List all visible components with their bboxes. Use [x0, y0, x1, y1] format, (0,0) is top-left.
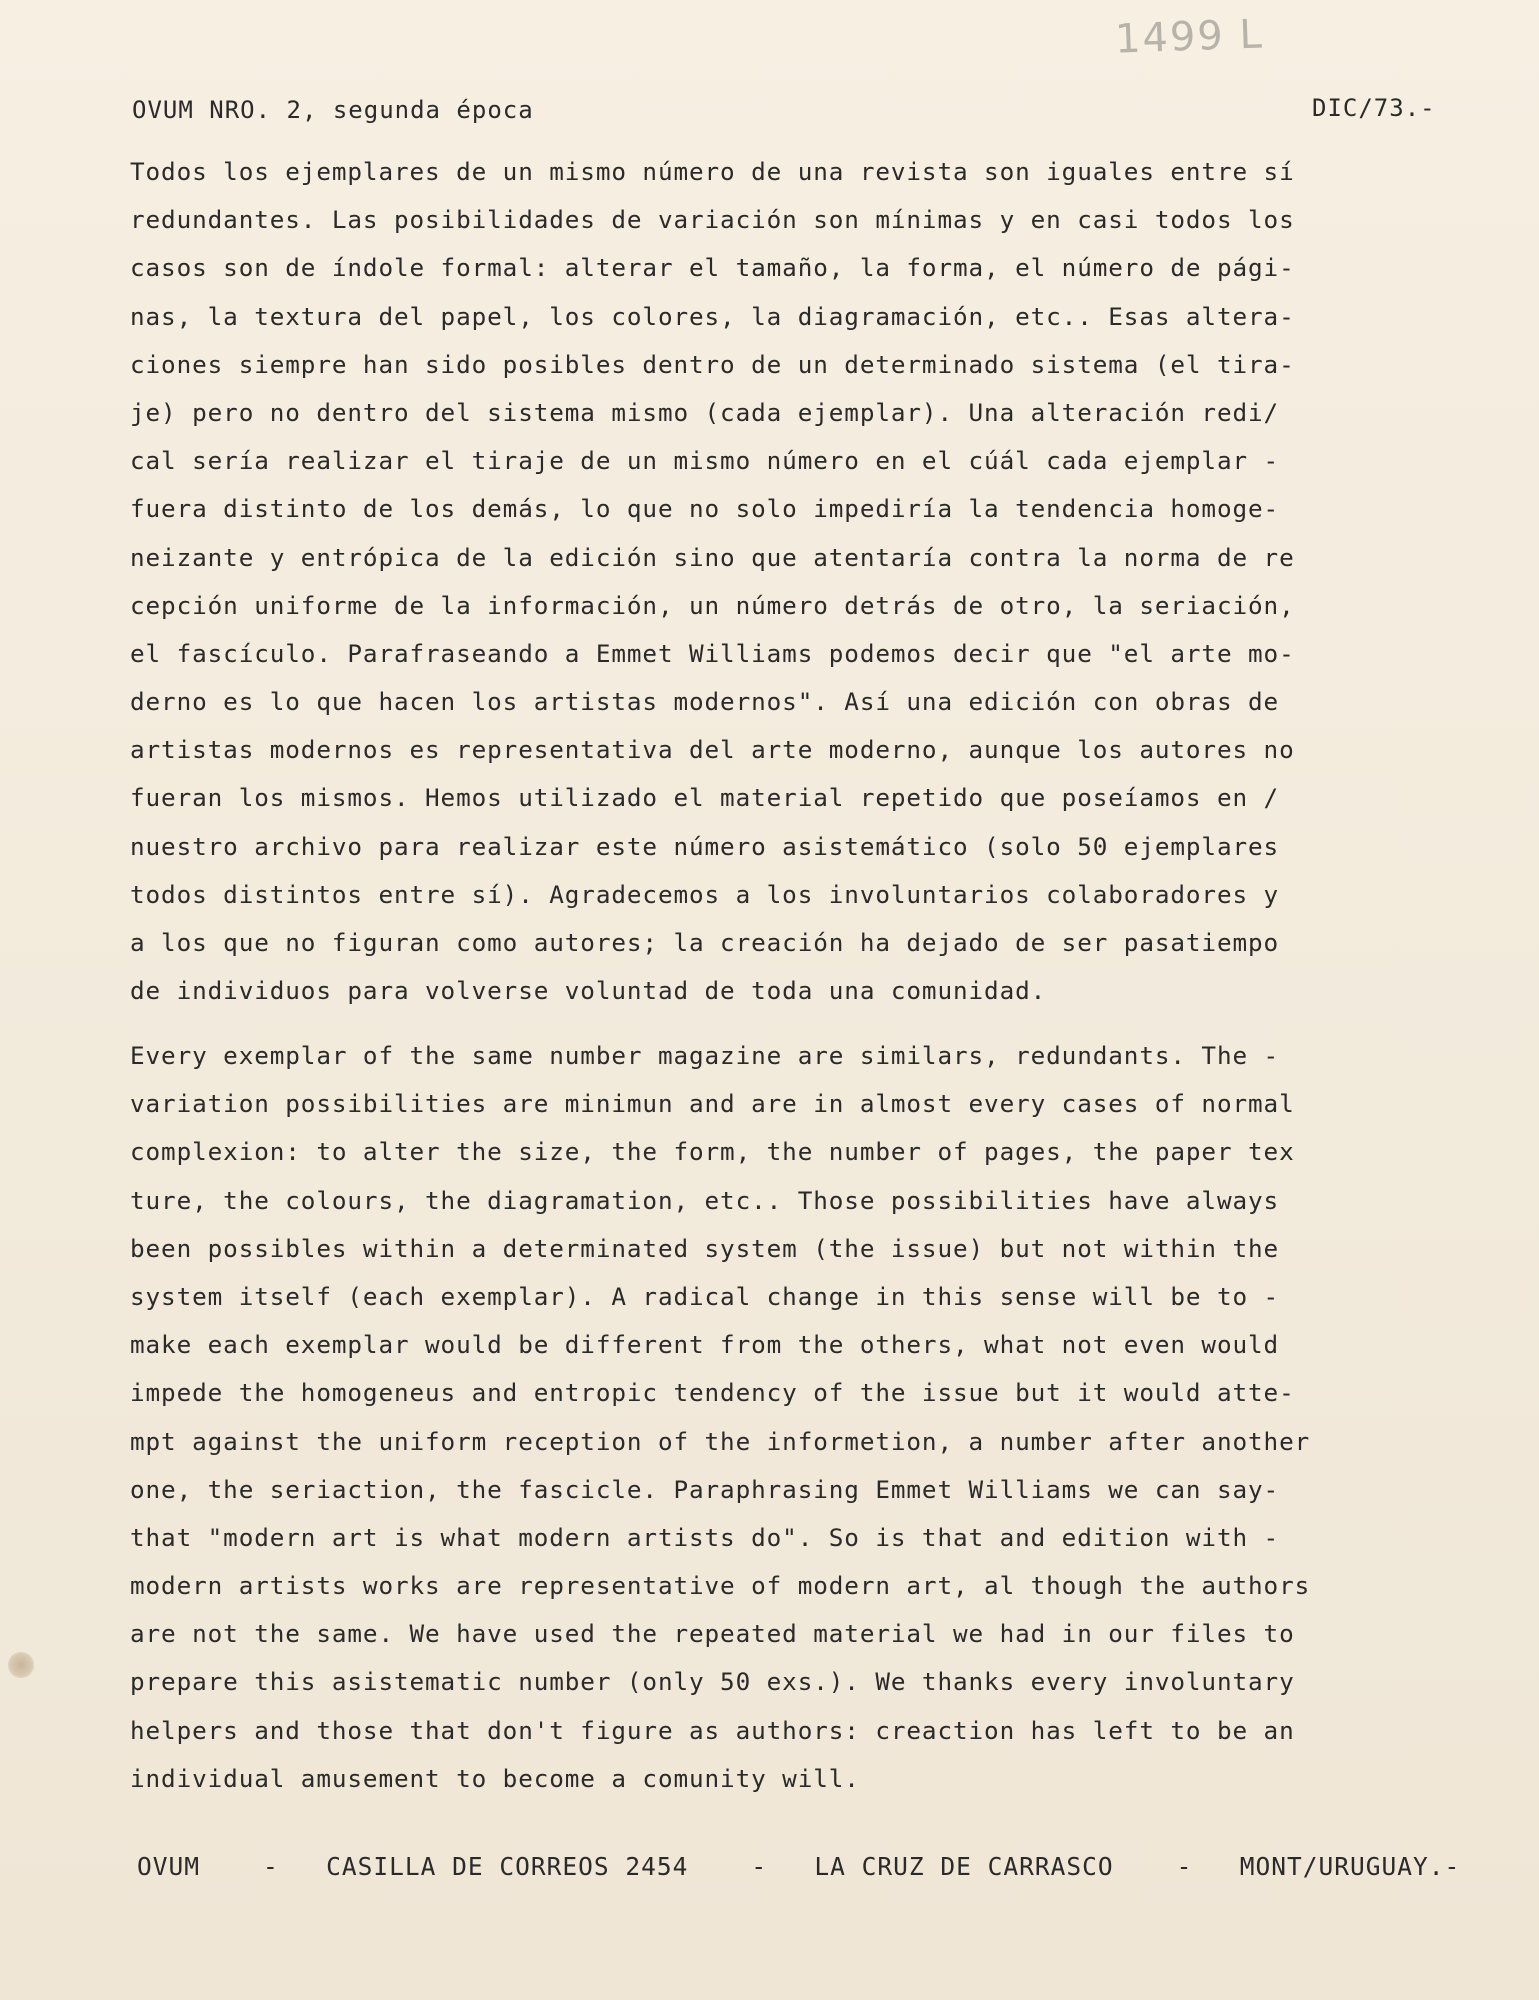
text-line: todos distintos entre sí). Agradecemos a los involuntarios colaboradores y	[130, 879, 1280, 909]
text-line: variation possibilities are minimun and are in almost every cases of normal	[130, 1089, 1295, 1119]
footer-name: OVUM	[137, 1852, 201, 1881]
archive-number-mark: 1499 L	[1114, 11, 1265, 63]
text-line: neizante y entrópica de la edición sino que atentaría contra la norma de re	[130, 542, 1295, 572]
text-line: je) pero no dentro del sistema mismo (cada ejemplar). Una alteración redi/	[130, 397, 1280, 427]
text-line: that "modern art is what modern artists do". So is that and edition with -	[130, 1522, 1280, 1552]
text-line: cepción uniforme de la información, un número detrás de otro, la seriación,	[130, 590, 1295, 620]
text-line: nas, la textura del papel, los colores, la diagramación, etc.. Esas altera-	[130, 301, 1295, 331]
text-line: ciones siempre han sido posibles dentro de un determinado sistema (el tira-	[130, 349, 1295, 379]
text-line: Every exemplar of the same number magazine are similars, redundants. The -	[130, 1041, 1280, 1070]
text-line: casos son de índole formal: alterar el tamaño, la forma, el número de pági-	[130, 253, 1295, 283]
text-line: nuestro archivo para realizar este número asistemático (solo 50 ejemplares	[130, 831, 1280, 861]
paper-stain	[8, 1652, 34, 1678]
text-line: fuera distinto de los demás, lo que no solo impediría la tendencia homoge-	[130, 494, 1280, 524]
english-paragraph	[130, 1032, 1470, 1803]
text-line: de individuos para volverse voluntad de toda una comunidad.	[130, 976, 1047, 1006]
footer-separator: -	[263, 1852, 279, 1881]
text-line: artistas modernos es representativa del arte moderno, aunque los autores no	[130, 735, 1295, 765]
text-line: derno es lo que hacen los artistas modernos". Así una edición con obras de	[130, 687, 1280, 717]
text-line: complexion: to alter the size, the form, the number of pages, the paper tex	[130, 1137, 1295, 1167]
text-line: mpt against the uniform reception of the informetion, a number after another	[130, 1426, 1311, 1456]
text-line: helpers and those that don't figure as authors: creaction has left to be an	[130, 1715, 1295, 1745]
text-line: make each exemplar would be different from the others, what not even would	[130, 1330, 1280, 1360]
text-line: ture, the colours, the diagramation, etc.. Those possibilities have always	[130, 1185, 1280, 1215]
text-line: system itself (each exemplar). A radical change in this sense will be to -	[130, 1281, 1280, 1311]
text-line: Todos los ejemplares de un mismo número de una revista son iguales entre sí	[130, 157, 1295, 186]
footer-locality: LA CRUZ DE CARRASCO	[814, 1852, 1114, 1881]
text-line: individual amusement to become a comunity will.	[130, 1763, 860, 1793]
issue-date: DIC/73.-	[1312, 94, 1436, 122]
footer-city: MONT/URUGUAY.-	[1239, 1852, 1461, 1881]
text-line: been possibles within a determinated system (the issue) but not within the	[130, 1233, 1280, 1263]
footer-separator: -	[1176, 1852, 1193, 1881]
text-line: modern artists works are representative of modern art, al though the authors	[130, 1571, 1311, 1601]
text-line: cal sería realizar el tiraje de un mismo número en el cúál cada ejemplar -	[130, 446, 1280, 476]
issue-title: OVUM NRO. 2, segunda época	[132, 96, 534, 124]
text-line: impede the homogeneus and entropic tendency of the issue but it would atte-	[130, 1378, 1295, 1408]
text-line: prepare this asistematic number (only 50 exs.). We thanks every involuntary	[130, 1667, 1295, 1697]
text-line: are not the same. We have used the repeated material we had in our files to	[130, 1619, 1295, 1649]
text-line: one, the seriaction, the fascicle. Paraphrasing Emmet Williams we can say-	[130, 1474, 1280, 1504]
spanish-paragraph	[130, 148, 1470, 1015]
footer-address	[137, 1852, 1467, 1881]
footer-separator: -	[751, 1852, 768, 1881]
text-line: redundantes. Las posibilidades de variación son mínimas y en casi todos los	[130, 205, 1295, 235]
footer-po-box: CASILLA DE CORREOS 2454	[326, 1852, 689, 1881]
text-line: fueran los mismos. Hemos utilizado el material repetido que poseíamos en /	[130, 783, 1280, 813]
text-line: a los que no figuran como autores; la creación ha dejado de ser pasatiempo	[130, 928, 1280, 957]
text-line: el fascículo. Parafraseando a Emmet Williams podemos decir que "el arte mo-	[130, 638, 1295, 668]
